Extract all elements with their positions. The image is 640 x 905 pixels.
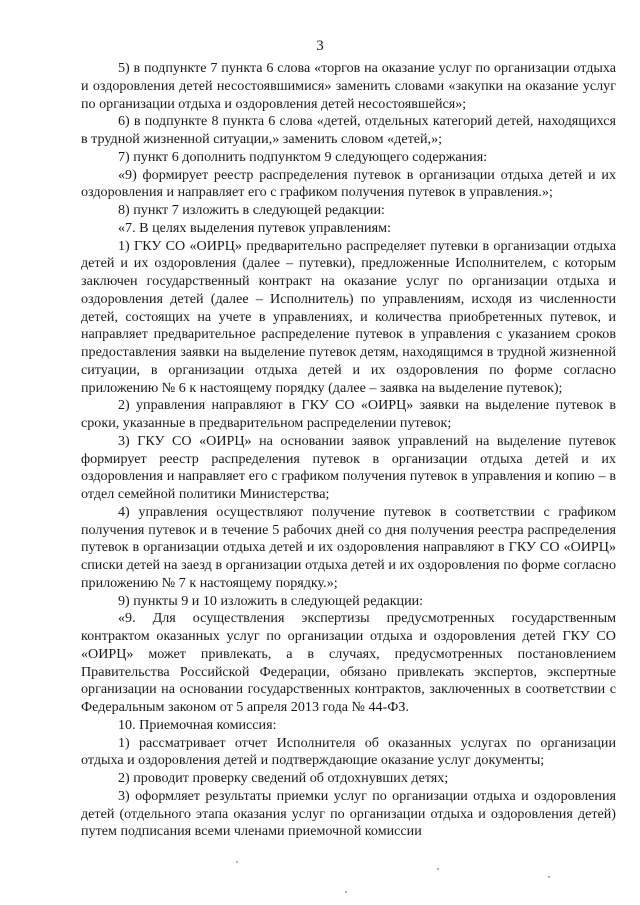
paragraph-9: 3) ГКУ СО «ОИРЦ» на основании заявок управлений на выделение путевок формирует реестр распределения путевок в организации отдыха детей и их оздоровления и направляет его с графиком получения путевок в управления и копию – в отдел семейной политики Министерства; — [81, 432, 616, 502]
paragraph-6: «7. В целях выделения путевок управлениям: — [118, 219, 391, 236]
scan-speck — [548, 876, 550, 878]
paragraph-14: 1) рассматривает отчет Исполнителя об оказанных услугах по организации отдыха и оздоровления детей и подтверждающие оказание услуг документы; — [81, 734, 616, 769]
scan-speck — [236, 861, 238, 863]
scan-speck — [345, 891, 347, 893]
paragraph-3: 7) пункт 6 дополнить подпунктом 9 следующего содержания: — [118, 148, 488, 165]
paragraph-13: 10. Приемочная комиссия: — [118, 716, 277, 733]
paragraph-2: 6) в подпункте 8 пункта 6 слова «детей, отдельных категорий детей, находящихся в трудной жизненной ситуации,» заменить словом «детей,»; — [81, 113, 616, 147]
page-number: 3 — [316, 38, 324, 54]
paragraph-11: 9) пункты 9 и 10 изложить в следующей редакции: — [118, 592, 424, 609]
scan-speck — [437, 868, 439, 870]
paragraph-5: 8) пункт 7 изложить в следующей редакции: — [118, 202, 385, 218]
paragraph-1: 5) в подпункте 7 пункта 6 слова «торгов на оказание услуг по организации отдыха и оздоровления детей несостоявшимися» заменить словами «закупки на оказание услуг по организации отдыха и оздоровления детей несостоявшейся»; — [81, 60, 616, 112]
document-body — [81, 60, 616, 841]
paragraph-15: 2) проводит проверку сведений об отдохнувших детях; — [118, 770, 449, 786]
paragraph-12: «9. Для осуществления экспертизы предусмотренных государственным контрактом оказанных услуг по организации отдыха и оздоровления детей ГКУ СО «ОИРЦ» может привлекать, а в случаях, предусмотренных постановлением Правительства Российской Федерации, обязано привлекать экспертов, экспертные организации на основании государственных контрактов, заключенных в соответствии с Федеральным законом от 5 апреля 2013 года № 44-ФЗ. — [81, 610, 616, 715]
paragraph-7: 1) ГКУ СО «ОИРЦ» предварительно распределяет путевки в организации отдыха детей и их оздоровления (далее – путевки), предложенные Исполнителем, с которым заключен государственный контракт на оказание услуг по организации отдыха и оздоровления детей (далее – Исполнитель) по управлениям, исходя из численности детей, состоящих на учете в управлениях, и количества приобретенных путевок, и направляет предварительное распределение путевок в управления с указанием сроков предоставления заявки на выделение путевок детям, находящимся в трудной жизненной ситуации, в организации отдыха детей и их оздоровления по форме согласно приложению № 6 к настоящему порядку (далее – заявка на выделение путевок); — [81, 237, 616, 396]
paragraph-16: 3) оформляет результаты приемки услуг по организации отдыха и оздоровления детей (отдельного этапа оказания услуг по организации отдыха и оздоровления детей) путем подписания всеми членами приемочной комиссии — [81, 787, 616, 840]
paragraph-8: 2) управления направляют в ГКУ СО «ОИРЦ» заявки на выделение путевок в сроки, указанные в предварительном распределении путевок; — [81, 397, 616, 431]
paragraph-10: 4) управления осуществляют получение путевок в соответствии с графиком получения путевок и в течение 5 рабочих дней со дня получения реестра распределения путевок в организации отдыха детей и их оздоровления направляют в ГКУ СО «ОИРЦ» списки детей на заезд в организации отдыха детей и их оздоровления по форме согласно приложению № 7 к настоящему порядку.»; — [81, 503, 616, 591]
paragraph-4: «9) формирует реестр распределения путевок в организации отдыха детей и их оздоровления и направляет его с графиком получения путевок в управления.»; — [81, 166, 616, 201]
